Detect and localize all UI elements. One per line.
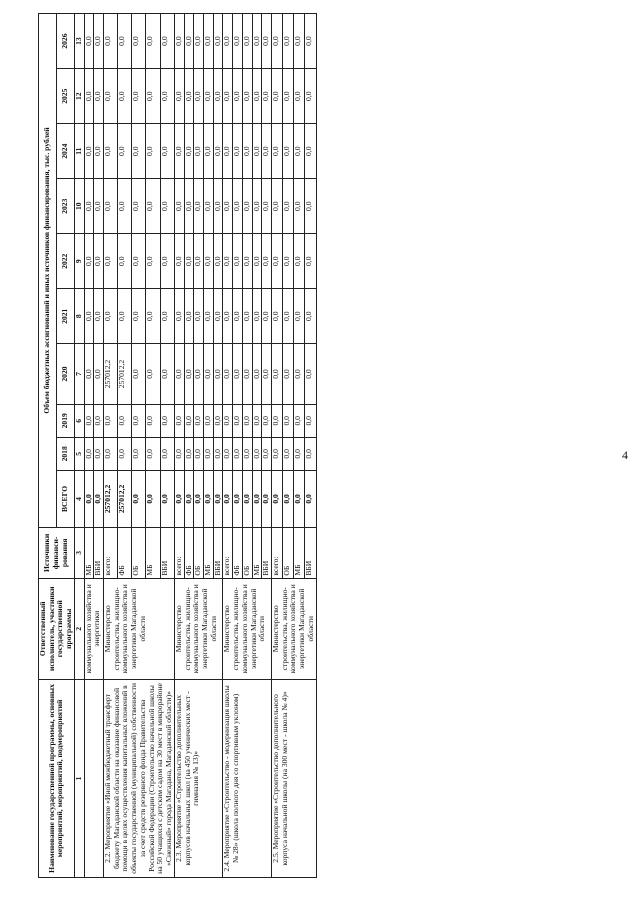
year-value-cell: 0,0 <box>262 344 272 405</box>
total-value-cell: 0,0 <box>262 470 272 527</box>
total-value-cell: 0,0 <box>242 470 252 527</box>
year-value-cell: 0,0 <box>223 437 233 470</box>
year-value-cell: 0,0 <box>174 234 184 289</box>
total-value-cell: 0,0 <box>283 470 294 527</box>
header-year: 2024 <box>56 124 74 179</box>
column-number: 13 <box>74 14 84 69</box>
year-value-cell: 0,0 <box>104 404 118 437</box>
year-value-cell: 0,0 <box>283 437 294 470</box>
year-value-cell: 0,0 <box>118 404 132 437</box>
year-value-cell: 0,0 <box>94 179 104 234</box>
year-value-cell: 0,0 <box>174 179 184 234</box>
source-cell: ОБ <box>194 528 204 579</box>
year-value-cell: 0,0 <box>146 234 160 289</box>
year-value-cell: 0,0 <box>194 234 204 289</box>
year-value-cell: 0,0 <box>132 404 146 437</box>
year-value-cell: 0,0 <box>242 437 252 470</box>
year-value-cell: 0,0 <box>203 14 213 69</box>
year-value-cell: 0,0 <box>283 289 294 344</box>
source-cell: ОБ <box>242 528 252 579</box>
year-value-cell: 0,0 <box>262 404 272 437</box>
total-value-cell: 0,0 <box>184 470 194 527</box>
year-value-cell: 0,0 <box>271 344 282 405</box>
year-value-cell: 0,0 <box>271 404 282 437</box>
year-value-cell: 0,0 <box>233 404 243 437</box>
year-value-cell: 0,0 <box>84 179 94 234</box>
year-value-cell: 0,0 <box>184 179 194 234</box>
year-value-cell: 0,0 <box>252 69 262 124</box>
year-value-cell: 0,0 <box>223 234 233 289</box>
year-value-cell: 0,0 <box>305 69 316 124</box>
total-value-cell: 0,0 <box>84 470 94 527</box>
year-value-cell: 0,0 <box>223 124 233 179</box>
table-row <box>271 14 282 878</box>
column-number: 6 <box>74 404 84 437</box>
year-value-cell: 0,0 <box>213 289 223 344</box>
year-value-cell: 0,0 <box>146 289 160 344</box>
year-value-cell: 0,0 <box>294 344 305 405</box>
year-value-cell: 0,0 <box>184 344 194 405</box>
year-value-cell: 0,0 <box>203 289 213 344</box>
year-value-cell: 0,0 <box>223 179 233 234</box>
responsible-cell: Министерство строительства, жилищно-коммунального хозяйства и энергетики Магаданской области <box>104 578 175 679</box>
source-cell: ФБ <box>184 528 194 579</box>
year-value-cell: 0,0 <box>94 437 104 470</box>
year-value-cell: 0,0 <box>213 344 223 405</box>
header-year: 2020 <box>56 344 74 405</box>
year-value-cell: 0,0 <box>271 14 282 69</box>
year-value-cell: 0,0 <box>194 437 204 470</box>
year-value-cell: 0,0 <box>84 124 94 179</box>
total-value-cell: 0,0 <box>233 470 243 527</box>
rotated-table-page <box>38 13 608 878</box>
year-value-cell: 0,0 <box>252 437 262 470</box>
responsible-cell: Министерство строительства, жилищно-коммунального хозяйства и энергетики Магаданской области <box>223 578 272 679</box>
year-value-cell: 0,0 <box>252 344 262 405</box>
year-value-cell: 0,0 <box>184 14 194 69</box>
year-value-cell: 0,0 <box>203 69 213 124</box>
year-value-cell: 0,0 <box>160 234 174 289</box>
year-value-cell: 0,0 <box>283 14 294 69</box>
table-row <box>174 14 184 878</box>
year-value-cell: 0,0 <box>213 124 223 179</box>
header-responsible: Ответственный исполнитель, участники государственной программы <box>39 578 75 679</box>
header-financing: Объем бюджетных ассигнований и иных источников финансирования, тыс. рублей <box>39 14 57 528</box>
year-value-cell: 0,0 <box>223 69 233 124</box>
year-value-cell: 0,0 <box>146 69 160 124</box>
responsible-cell: Министерство строительства, жилищно-коммунального хозяйства и энергетики Магаданской области <box>174 578 223 679</box>
year-value-cell: 0,0 <box>262 289 272 344</box>
year-value-cell: 0,0 <box>184 69 194 124</box>
year-value-cell: 0,0 <box>233 234 243 289</box>
column-number: 2 <box>74 578 84 679</box>
year-value-cell: 0,0 <box>184 437 194 470</box>
year-value-cell: 0,0 <box>203 437 213 470</box>
year-value-cell: 0,0 <box>242 234 252 289</box>
source-cell: ОБ <box>132 528 146 579</box>
year-value-cell: 0,0 <box>262 124 272 179</box>
year-value-cell: 0,0 <box>283 234 294 289</box>
year-value-cell: 0,0 <box>203 179 213 234</box>
year-value-cell: 0,0 <box>118 14 132 69</box>
year-value-cell: 0,0 <box>262 234 272 289</box>
year-value-cell: 0,0 <box>184 124 194 179</box>
year-value-cell: 0,0 <box>104 179 118 234</box>
header-name: Наименование государственной программы, основных мероприятий, мероприятий, подмероприятий <box>39 679 75 877</box>
year-value-cell: 0,0 <box>213 234 223 289</box>
source-cell: ВБИ <box>94 528 104 579</box>
year-value-cell: 0,0 <box>213 14 223 69</box>
column-number: 1 <box>74 679 84 877</box>
year-value-cell: 0,0 <box>294 404 305 437</box>
year-value-cell: 0,0 <box>223 289 233 344</box>
year-value-cell: 0,0 <box>294 437 305 470</box>
year-value-cell: 0,0 <box>194 344 204 405</box>
source-cell: МБ <box>146 528 160 579</box>
source-cell: МБ <box>84 528 94 579</box>
source-cell: всего: <box>223 528 233 579</box>
year-value-cell: 0,0 <box>252 404 262 437</box>
year-value-cell: 0,0 <box>305 289 316 344</box>
year-value-cell: 0,0 <box>132 14 146 69</box>
year-value-cell: 0,0 <box>132 344 146 405</box>
year-value-cell: 0,0 <box>283 124 294 179</box>
year-value-cell: 0,0 <box>305 344 316 405</box>
total-value-cell: 0,0 <box>305 470 316 527</box>
year-value-cell: 0,0 <box>160 289 174 344</box>
year-value-cell: 0,0 <box>174 437 184 470</box>
responsible-cell: коммунального хозяйства и энергетики <box>84 578 103 679</box>
table-body <box>84 14 316 878</box>
year-value-cell: 0,0 <box>223 14 233 69</box>
year-value-cell: 0,0 <box>132 234 146 289</box>
table-row <box>223 14 233 878</box>
year-value-cell: 0,0 <box>305 437 316 470</box>
year-value-cell: 0,0 <box>174 404 184 437</box>
source-cell: ВБИ <box>262 528 272 579</box>
header-year: 2022 <box>56 234 74 289</box>
year-value-cell: 0,0 <box>84 437 94 470</box>
page-number: 4 <box>622 448 628 462</box>
year-value-cell: 0,0 <box>262 437 272 470</box>
total-value-cell: 0,0 <box>271 470 282 527</box>
year-value-cell: 0,0 <box>294 14 305 69</box>
year-value-cell: 0,0 <box>184 234 194 289</box>
year-value-cell: 0,0 <box>233 344 243 405</box>
year-value-cell: 0,0 <box>233 14 243 69</box>
source-cell: ФБ <box>118 528 132 579</box>
year-value-cell: 0,0 <box>203 404 213 437</box>
column-number: 4 <box>74 470 84 527</box>
year-value-cell: 0,0 <box>283 404 294 437</box>
year-value-cell: 0,0 <box>132 179 146 234</box>
year-value-cell: 0,0 <box>94 234 104 289</box>
year-value-cell: 0,0 <box>160 69 174 124</box>
total-value-cell: 257012,2 <box>104 470 118 527</box>
year-value-cell: 0,0 <box>174 289 184 344</box>
year-value-cell: 0,0 <box>84 404 94 437</box>
year-value-cell: 0,0 <box>174 14 184 69</box>
year-value-cell: 0,0 <box>294 234 305 289</box>
year-value-cell: 0,0 <box>132 69 146 124</box>
header-year: 2026 <box>56 14 74 69</box>
year-value-cell: 0,0 <box>271 124 282 179</box>
year-value-cell: 0,0 <box>160 179 174 234</box>
source-cell: МБ <box>294 528 305 579</box>
table-row <box>104 14 118 878</box>
source-cell: ВБИ <box>213 528 223 579</box>
total-value-cell: 0,0 <box>213 470 223 527</box>
year-value-cell: 0,0 <box>118 124 132 179</box>
year-value-cell: 0,0 <box>203 124 213 179</box>
source-cell: ОБ <box>283 528 294 579</box>
year-value-cell: 0,0 <box>203 234 213 289</box>
total-value-cell: 0,0 <box>160 470 174 527</box>
year-value-cell: 0,0 <box>84 14 94 69</box>
total-value-cell: 0,0 <box>203 470 213 527</box>
header-total: ВСЕГО <box>56 470 74 527</box>
year-value-cell: 0,0 <box>294 69 305 124</box>
year-value-cell: 0,0 <box>203 344 213 405</box>
year-value-cell: 0,0 <box>213 437 223 470</box>
year-value-cell: 0,0 <box>146 124 160 179</box>
source-cell: ФБ <box>233 528 243 579</box>
year-value-cell: 0,0 <box>104 234 118 289</box>
total-value-cell: 0,0 <box>252 470 262 527</box>
year-value-cell: 0,0 <box>160 124 174 179</box>
year-value-cell: 0,0 <box>160 344 174 405</box>
total-value-cell: 0,0 <box>194 470 204 527</box>
column-number: 10 <box>74 179 84 234</box>
year-value-cell: 0,0 <box>160 404 174 437</box>
year-value-cell: 0,0 <box>294 289 305 344</box>
year-value-cell: 0,0 <box>194 69 204 124</box>
year-value-cell: 0,0 <box>104 289 118 344</box>
year-value-cell: 0,0 <box>242 344 252 405</box>
year-value-cell: 0,0 <box>213 179 223 234</box>
year-value-cell: 0,0 <box>262 14 272 69</box>
header-year: 2019 <box>56 404 74 437</box>
measure-name-cell: 2.4. Мероприятие «Строительство - модернизация школы № 28» (школа полного дня со спортивным уклоном) <box>223 679 272 877</box>
source-cell: всего: <box>271 528 282 579</box>
source-cell: ВБИ <box>305 528 316 579</box>
year-value-cell: 0,0 <box>194 404 204 437</box>
year-value-cell: 0,0 <box>271 179 282 234</box>
total-value-cell: 0,0 <box>146 470 160 527</box>
year-value-cell: 0,0 <box>194 14 204 69</box>
year-value-cell: 0,0 <box>146 404 160 437</box>
year-value-cell: 0,0 <box>252 179 262 234</box>
year-value-cell: 0,0 <box>271 234 282 289</box>
header-sources: Источники финанси-рования <box>39 528 75 579</box>
year-value-cell: 0,0 <box>104 437 118 470</box>
source-cell: МБ <box>252 528 262 579</box>
year-value-cell: 0,0 <box>305 234 316 289</box>
total-value-cell: 257012,2 <box>118 470 132 527</box>
column-number: 9 <box>74 234 84 289</box>
year-value-cell: 0,0 <box>84 69 94 124</box>
year-value-cell: 0,0 <box>132 437 146 470</box>
year-value-cell: 0,0 <box>242 404 252 437</box>
year-value-cell: 0,0 <box>94 289 104 344</box>
year-value-cell: 0,0 <box>118 289 132 344</box>
year-value-cell: 0,0 <box>118 437 132 470</box>
year-value-cell: 0,0 <box>146 437 160 470</box>
year-value-cell: 0,0 <box>283 344 294 405</box>
year-value-cell: 0,0 <box>94 344 104 405</box>
source-cell: всего: <box>104 528 118 579</box>
year-value-cell: 0,0 <box>283 179 294 234</box>
column-number: 8 <box>74 289 84 344</box>
measure-name-cell: 2.5. Мероприятие «Строительство дополнительного корпуса начальной школы (на 300 мест - школа № 4)» <box>271 679 316 877</box>
year-value-cell: 0,0 <box>146 344 160 405</box>
year-value-cell: 0,0 <box>252 124 262 179</box>
year-value-cell: 0,0 <box>271 69 282 124</box>
responsible-cell: Министерство строительства, жилищно-коммунального хозяйства и энергетики Магаданской области <box>271 578 316 679</box>
header-year: 2025 <box>56 69 74 124</box>
year-value-cell: 0,0 <box>174 69 184 124</box>
header-year: 2018 <box>56 437 74 470</box>
year-value-cell: 0,0 <box>223 404 233 437</box>
year-value-cell: 0,0 <box>184 404 194 437</box>
year-value-cell: 0,0 <box>118 179 132 234</box>
column-number: 12 <box>74 69 84 124</box>
year-value-cell: 0,0 <box>271 289 282 344</box>
year-value-cell: 0,0 <box>233 69 243 124</box>
year-value-cell: 0,0 <box>184 289 194 344</box>
year-value-cell: 0,0 <box>194 289 204 344</box>
column-number-row <box>74 14 84 878</box>
year-value-cell: 0,0 <box>146 14 160 69</box>
year-value-cell: 0,0 <box>84 344 94 405</box>
year-value-cell: 0,0 <box>242 289 252 344</box>
year-value-cell: 0,0 <box>104 124 118 179</box>
year-value-cell: 0,0 <box>305 404 316 437</box>
year-value-cell: 0,0 <box>242 179 252 234</box>
year-value-cell: 0,0 <box>233 124 243 179</box>
year-value-cell: 0,0 <box>213 69 223 124</box>
year-value-cell: 0,0 <box>94 124 104 179</box>
column-number: 7 <box>74 344 84 405</box>
column-number: 11 <box>74 124 84 179</box>
year-value-cell: 0,0 <box>305 124 316 179</box>
source-cell: ВБИ <box>160 528 174 579</box>
year-value-cell: 0,0 <box>104 14 118 69</box>
year-value-cell: 0,0 <box>213 404 223 437</box>
total-value-cell: 0,0 <box>294 470 305 527</box>
year-value-cell: 0,0 <box>233 289 243 344</box>
year-value-cell: 0,0 <box>160 437 174 470</box>
year-value-cell: 0,0 <box>94 404 104 437</box>
total-value-cell: 0,0 <box>174 470 184 527</box>
total-value-cell: 0,0 <box>94 470 104 527</box>
total-value-cell: 0,0 <box>132 470 146 527</box>
column-number: 5 <box>74 437 84 470</box>
year-value-cell: 0,0 <box>294 124 305 179</box>
year-value-cell: 0,0 <box>233 179 243 234</box>
year-value-cell: 0,0 <box>104 69 118 124</box>
year-value-cell: 0,0 <box>94 14 104 69</box>
year-value-cell: 0,0 <box>262 69 272 124</box>
measure-name-cell: 2.2. Мероприятие «Иной межбюджетный трансферт бюджету Магаданской области на оказание финансовой помощи в целях осуществления капитальных вложений в объекты государственной (муниципальной) собственности за счет средств резервного фонда Правительства Российской Федерации (Строительство начальной школы на 50 учащихся с детским садом на 30 мест в микрорайоне «Снежный» города Магадана, Магаданской области)» <box>104 679 175 877</box>
year-value-cell: 0,0 <box>242 14 252 69</box>
year-value-cell: 0,0 <box>252 234 262 289</box>
year-value-cell: 257012,2 <box>118 344 132 405</box>
total-value-cell: 0,0 <box>223 470 233 527</box>
year-value-cell: 0,0 <box>94 69 104 124</box>
measure-name-cell <box>84 679 103 877</box>
year-value-cell: 0,0 <box>233 437 243 470</box>
year-value-cell: 0,0 <box>252 14 262 69</box>
year-value-cell: 0,0 <box>160 14 174 69</box>
year-value-cell: 0,0 <box>132 124 146 179</box>
header-year: 2021 <box>56 289 74 344</box>
measure-name-cell: 2.3. Мероприятие «Строительство дополнительных корпусов начальных школ (на 450 ученических мест - гимназия № 13)» <box>174 679 223 877</box>
source-cell: МБ <box>203 528 213 579</box>
year-value-cell: 0,0 <box>305 14 316 69</box>
header-year: 2023 <box>56 179 74 234</box>
year-value-cell: 257012,2 <box>104 344 118 405</box>
year-value-cell: 0,0 <box>174 344 184 405</box>
table-row <box>84 14 94 878</box>
year-value-cell: 0,0 <box>223 344 233 405</box>
year-value-cell: 0,0 <box>118 69 132 124</box>
year-value-cell: 0,0 <box>194 179 204 234</box>
year-value-cell: 0,0 <box>194 124 204 179</box>
source-cell: всего: <box>174 528 184 579</box>
year-value-cell: 0,0 <box>132 289 146 344</box>
year-value-cell: 0,0 <box>174 124 184 179</box>
year-value-cell: 0,0 <box>305 179 316 234</box>
year-value-cell: 0,0 <box>252 289 262 344</box>
year-value-cell: 0,0 <box>283 69 294 124</box>
year-value-cell: 0,0 <box>242 69 252 124</box>
column-number: 3 <box>74 528 84 579</box>
year-value-cell: 0,0 <box>242 124 252 179</box>
financing-table <box>38 13 317 878</box>
year-value-cell: 0,0 <box>84 234 94 289</box>
year-value-cell: 0,0 <box>146 179 160 234</box>
year-value-cell: 0,0 <box>118 234 132 289</box>
year-value-cell: 0,0 <box>294 179 305 234</box>
year-value-cell: 0,0 <box>84 289 94 344</box>
year-value-cell: 0,0 <box>271 437 282 470</box>
year-value-cell: 0,0 <box>262 179 272 234</box>
